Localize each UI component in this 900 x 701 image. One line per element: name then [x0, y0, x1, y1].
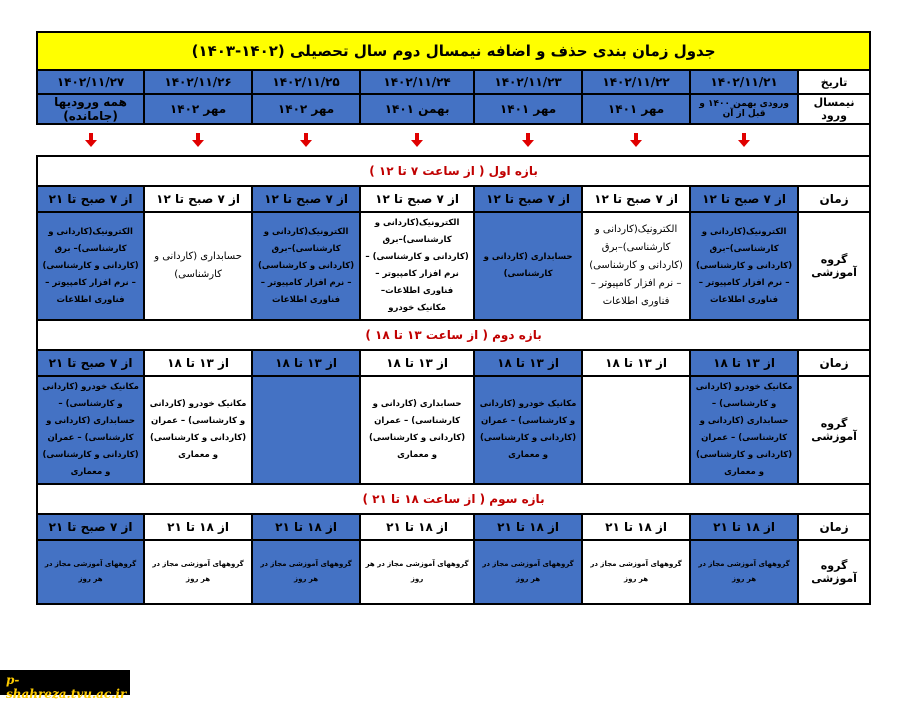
band-title: بازه سوم ( از ساعت ۱۸ تا ۲۱ ) [37, 484, 870, 514]
down-arrow-icon [736, 132, 752, 148]
down-arrow-icon [298, 132, 314, 148]
group-cell [360, 540, 474, 604]
group-text: الکترونیک(کاردانی و کارشناسی)–برق (کاردانی و کارشناسی) – نرم افزار کامپیوتر – فناوری اطلاعات [589, 224, 683, 307]
down-arrow-icon [520, 132, 536, 148]
group-cell [144, 540, 252, 604]
arrow-cell [360, 124, 474, 156]
entry-term-cell: ورودی بهمن ۱۴۰۰ و قبل از آن [690, 94, 798, 124]
group-text: حسابداری (کاردانی و کارشناسی) [154, 251, 242, 280]
entry-term-cell: مهر ۱۴۰۱ [474, 94, 582, 124]
date-cell: ۱۴۰۲/۱۱/۲۳ [474, 70, 582, 94]
date-cell: ۱۴۰۲/۱۱/۲۴ [360, 70, 474, 94]
time-cell: از ۷ صبح تا ۲۱ [37, 350, 144, 376]
schedule-table [36, 31, 871, 605]
group-cell [360, 376, 474, 484]
schedule-sheet [36, 31, 869, 605]
time-label: زمان [798, 514, 870, 540]
down-arrow-icon [628, 132, 644, 148]
arrow-cell [252, 124, 360, 156]
group-cell [690, 212, 798, 320]
time-cell: از ۱۳ تا ۱۸ [474, 350, 582, 376]
arrow-cell [474, 124, 582, 156]
group-text: گروههای آموزشی مجاز در هر روز [698, 560, 790, 583]
group-cell [252, 212, 360, 320]
time-cell: از ۱۳ تا ۱۸ [144, 350, 252, 376]
group-cell [144, 376, 252, 484]
group-cell [474, 376, 582, 484]
time-cell: از ۷ صبح تا ۲۱ [37, 186, 144, 212]
group-text: مکانیک خودرو (کاردانی و کارشناسی) – حسابداری (کاردانی و کارشناسی) – عمران (کاردانی و کارشناسی) و معماری [42, 382, 139, 477]
down-arrow-icon [409, 132, 425, 148]
entry-term-cell: مهر ۱۴۰۲ [252, 94, 360, 124]
time-cell: از ۱۳ تا ۱۸ [360, 350, 474, 376]
band-title: بازه اول ( از ساعت ۷ تا ۱۲ ) [37, 156, 870, 186]
arrow-cell [582, 124, 690, 156]
group-cell [474, 212, 582, 320]
group-cell [360, 212, 474, 320]
group-text: گروههای آموزشی مجاز در هر روز [152, 560, 244, 583]
time-cell: از ۱۸ تا ۲۱ [690, 514, 798, 540]
group-cell [690, 540, 798, 604]
group-cell [37, 540, 144, 604]
group-cell [252, 376, 360, 484]
band-title: بازه دوم ( از ساعت ۱۳ تا ۱۸ ) [37, 320, 870, 350]
down-arrow-icon [83, 132, 99, 148]
date-cell: ۱۴۰۲/۱۱/۲۲ [582, 70, 690, 94]
group-text: مکانیک خودرو (کاردانی و کارشناسی) – حسابداری (کاردانی و کارشناسی) – عمران (کاردانی و کارشناسی) و معماری [695, 382, 793, 477]
group-cell [144, 212, 252, 320]
group-cell [582, 540, 690, 604]
group-cell [690, 376, 798, 484]
time-cell: از ۷ صبح تا ۱۲ [474, 186, 582, 212]
time-label: زمان [798, 186, 870, 212]
entry-term-cell: بهمن ۱۴۰۱ [360, 94, 474, 124]
entry-term-label: نیمسال ورود [798, 94, 870, 124]
group-cell [582, 376, 690, 484]
group-text: گروههای آموزشی مجاز در هر روز [482, 560, 574, 583]
group-cell [37, 376, 144, 484]
time-cell: از ۱۸ تا ۲۱ [474, 514, 582, 540]
group-text: مکانیک خودرو (کاردانی و کارشناسی) – عمران (کاردانی و کارشناسی) و معماری [479, 399, 577, 460]
group-text: گروههای آموزشی مجاز در هر روز [365, 560, 469, 583]
group-text: گروههای آموزشی مجاز در هر روز [260, 560, 352, 583]
time-cell: از ۱۸ تا ۲۱ [360, 514, 474, 540]
site-footer [0, 670, 130, 701]
group-text: الکترونیک(کاردانی و کارشناسی)–برق (کاردانی و کارشناسی) – نرم افزار کامپیوتر – فناوری اطلاعات– مکانیک خودرو [365, 218, 469, 313]
page-title: جدول زمان بندی حذف و اضافه نیمسال دوم سال تحصیلی (۱۴۰۲-۱۴۰۳) [37, 32, 870, 70]
time-label: زمان [798, 350, 870, 376]
arrow-cell [144, 124, 252, 156]
date-cell: ۱۴۰۲/۱۱/۲۵ [252, 70, 360, 94]
group-text [583, 428, 689, 432]
time-cell: از ۷ صبح تا ۱۲ [582, 186, 690, 212]
time-cell: از ۱۸ تا ۲۱ [144, 514, 252, 540]
group-text: گروههای آموزشی مجاز در هر روز [44, 560, 137, 583]
time-cell: از ۷ صبح تا ۱۲ [252, 186, 360, 212]
date-cell: ۱۴۰۲/۱۱/۲۶ [144, 70, 252, 94]
arrow-cell [37, 124, 144, 156]
entry-term-cell: مهر ۱۴۰۱ [582, 94, 690, 124]
group-text: حسابداری (کاردانی و کارشناسی) [483, 252, 573, 279]
group-text: مکانیک خودرو (کاردانی و کارشناسی) – عمران (کاردانی و کارشناسی) و معماری [149, 399, 247, 460]
time-cell: از ۱۳ تا ۱۸ [690, 350, 798, 376]
group-cell [252, 540, 360, 604]
time-cell: از ۷ صبح تا ۱۲ [144, 186, 252, 212]
date-label: تاریخ [798, 70, 870, 94]
date-cell: ۱۴۰۲/۱۱/۲۷ [37, 70, 144, 94]
time-cell: از ۱۸ تا ۲۱ [252, 514, 360, 540]
down-arrow-icon [190, 132, 206, 148]
time-cell: از ۷ صبح تا ۱۲ [360, 186, 474, 212]
group-text: الکترونیک(کاردانی و کارشناسی)–برق (کاردانی و کارشناسی) – نرم افزار کامپیوتر – فناوری اطلاعات [258, 226, 355, 305]
footer-url: p-shahreza.tvu.ac.ir [6, 673, 127, 701]
time-cell: از ۱۳ تا ۱۸ [582, 350, 690, 376]
entry-term-cell: همه ورودیها (جامانده) [37, 94, 144, 124]
group-text: گروههای آموزشی مجاز در هر روز [590, 560, 682, 583]
group-text: حسابداری (کاردانی و کارشناسی) – عمران (کاردانی و کارشناسی) و معماری [369, 399, 466, 460]
group-text: الکترونیک(کاردانی و کارشناسی)– برق (کاردانی و کارشناسی) – نرم افزار کامپیوتر – فناوری اطلاعات [42, 226, 139, 305]
group-cell [474, 540, 582, 604]
group-label: گروه آموزشی [798, 376, 870, 484]
date-cell: ۱۴۰۲/۱۱/۲۱ [690, 70, 798, 94]
time-cell: از ۷ صبح تا ۲۱ [37, 514, 144, 540]
group-cell [582, 212, 690, 320]
arrow-cell [690, 124, 798, 156]
group-text: الکترونیک(کاردانی و کارشناسی)–برق (کاردانی و کارشناسی) – نرم افزار کامپیوتر – فناوری اطلاعات [696, 226, 793, 305]
time-cell: از ۷ صبح تا ۱۲ [690, 186, 798, 212]
group-cell [37, 212, 144, 320]
group-label: گروه آموزشی [798, 540, 870, 604]
group-text [253, 428, 359, 432]
group-label: گروه آموزشی [798, 212, 870, 320]
time-cell: از ۱۳ تا ۱۸ [252, 350, 360, 376]
arrow-label-cell [798, 124, 870, 156]
time-cell: از ۱۸ تا ۲۱ [582, 514, 690, 540]
entry-term-cell: مهر ۱۴۰۲ [144, 94, 252, 124]
